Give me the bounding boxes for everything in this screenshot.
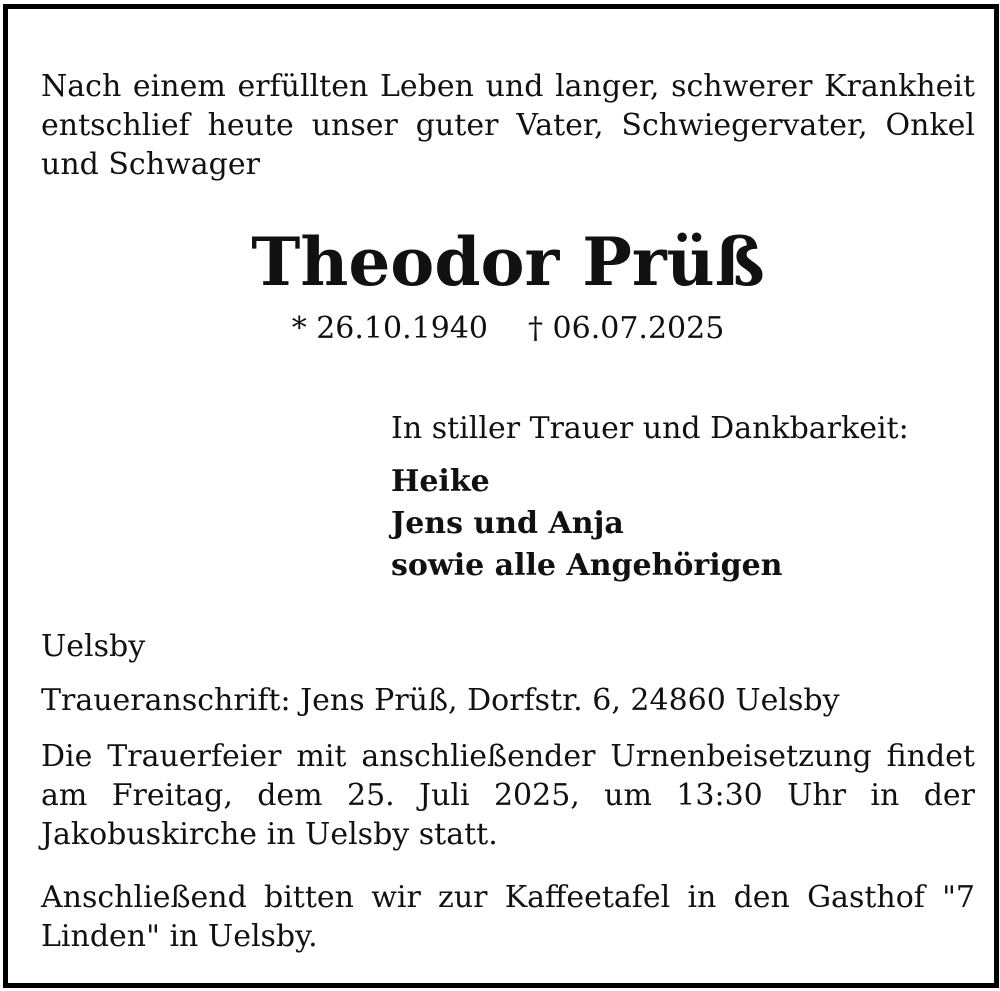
mourning-intro: In stiller Trauer und Dankbarkeit: (391, 411, 909, 446)
mourners-block (391, 407, 991, 587)
mourning-address: Traueranschrift: Jens Prüß, Dorfstr. 6, 24860 Uelsby (41, 683, 840, 718)
mourner-name: Heike (391, 464, 490, 499)
deceased-name: Theodor Prüß (251, 223, 765, 301)
intro-text: Nach einem erfüllten Leben und langer, schwerer Krankheit entschlief heute unser guter Vater, Schwiegervater, Onkel und Schwager (41, 69, 975, 182)
birth-date: * 26.10.1940 (291, 311, 488, 346)
life-dates (41, 307, 975, 351)
mourner-name: sowie alle Angehörigen (391, 548, 783, 583)
mourner-name: Jens und Anja (391, 506, 624, 541)
ceremony-text: Die Trauerfeier mit anschließender Urnenbeisetzung findet am Freitag, dem 25. Juli 2025, um 13:30 Uhr in der Jakobuskirche in Uelsby statt. (41, 739, 975, 852)
mourners-list (391, 461, 991, 587)
death-date: † 06.07.2025 (528, 311, 725, 346)
obituary-frame (3, 4, 999, 988)
place-name: Uelsby (41, 629, 146, 664)
coffee-text: Anschließend bitten wir zur Kaffeetafel in den Gasthof "7 Linden" in Uelsby. (41, 880, 975, 954)
